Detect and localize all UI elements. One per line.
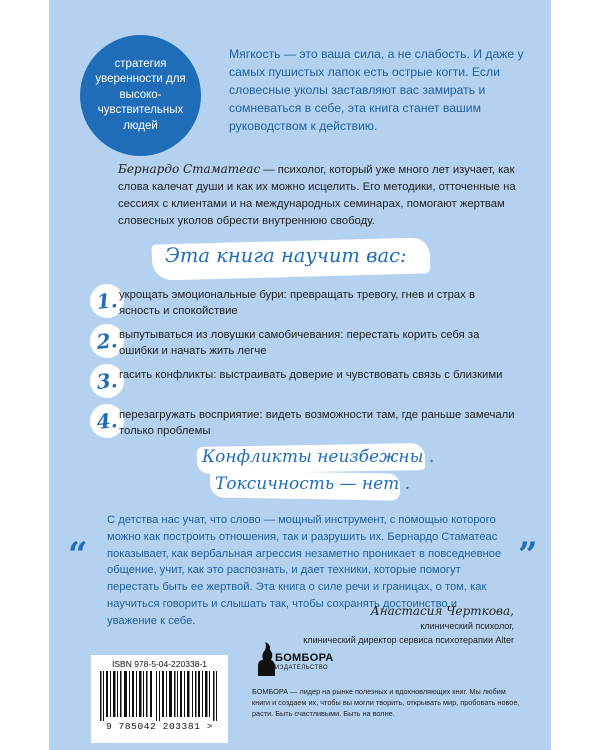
list-item: [86, 404, 526, 444]
open-quote-icon: “: [68, 535, 88, 575]
barcode-icon: [97, 671, 222, 721]
reviewer-name: Анастасия Черткова,: [370, 604, 514, 618]
barcode-box: [91, 655, 228, 743]
barcode-number: 9 785042 203381 >: [105, 721, 214, 732]
item-number: 2.: [88, 322, 125, 359]
publisher-logo-text: БОМБОРА: [275, 652, 334, 664]
reviewer-role-line: клинический директор сервиса психотерапии Alter: [303, 634, 514, 645]
reviewer-role-line: клинический психолог,: [420, 621, 514, 631]
publisher-description: БОМБОРА — лидер на рынке полезных и вдохновляющих книг. Мы любим книги и создаем их, чтобы вы могли творить, открывать мир, пробовать новое, расти. Быть счастливыми. Быть на волне.: [252, 687, 520, 718]
item-text: перезагружать восприятие: видеть возможности там, где раньше замечали только проблемы: [119, 409, 515, 438]
author-bio: — психолог, который уже много лет изучает, как слова калечат души и как их можно исцелить. Его методики, отточенные на сессиях с клиентами и на международных семинарах, помогают жертвам словесных уколов обрести внутреннюю свободу.: [118, 164, 516, 228]
item-text: укрощать эмоциональные бури: превращать тревогу, гнев и страх в ясность и спокойствие: [119, 289, 475, 318]
list-item: [86, 364, 526, 404]
intro-paragraph: Мягкость — это ваша сила, а не слабость. И даже у самых пушистых лапок есть острые когти. Если словесные уколы заставляют вас замирать и сомневаться в себе, эта книга станет вашим руководством к действию.: [229, 47, 524, 134]
publisher-logo-subtext: ИЗДАТЕЛЬСТВО: [275, 665, 329, 671]
item-text: выпутываться из ловушки самобичевания: перестать корить себя за ошибки и начать жить легче: [119, 329, 480, 358]
list-item: [86, 284, 526, 324]
slogan-line-2: Токсичность — нет .: [215, 474, 411, 494]
isbn-text: ISBN 978-5-04-220338-1: [112, 659, 207, 669]
close-quote-icon: ”: [518, 535, 538, 575]
author-name: Бернардо Стаматеас: [118, 162, 261, 176]
slogan-line-1: Конфликты неизбежны .: [202, 447, 435, 467]
item-number: 4.: [88, 402, 125, 439]
item-number: 3.: [88, 362, 125, 399]
item-number: 1.: [88, 282, 125, 319]
tagline-text: стратегия уверенности для высоко-чувствительных людей: [95, 57, 186, 132]
reviewer-role: [303, 620, 514, 648]
item-text: гасить конфликты: выстраивать доверие и чувствовать связь с близкими: [119, 369, 503, 381]
review-quote: С детства нас учат, что слово — мощный инструмент, с помощью которого можно как построить отношения, так и разрушить их. Бернардо Стаматеас показывает, как вербальная агрессия незаметно проникает в повседневное общение, учит, как это распознать, и дает техники, которые помогут перестать быть ее жертвой. Эта книга о силе речи и границах, о том, как научиться говорить и слышать так, чтобы сохранять достоинство и уважение к себе.: [107, 514, 502, 627]
author-paragraph: [118, 160, 528, 231]
tagline-badge: [80, 35, 201, 156]
list-item: [86, 324, 526, 364]
list-heading: Эта книга научит вас:: [165, 244, 407, 267]
